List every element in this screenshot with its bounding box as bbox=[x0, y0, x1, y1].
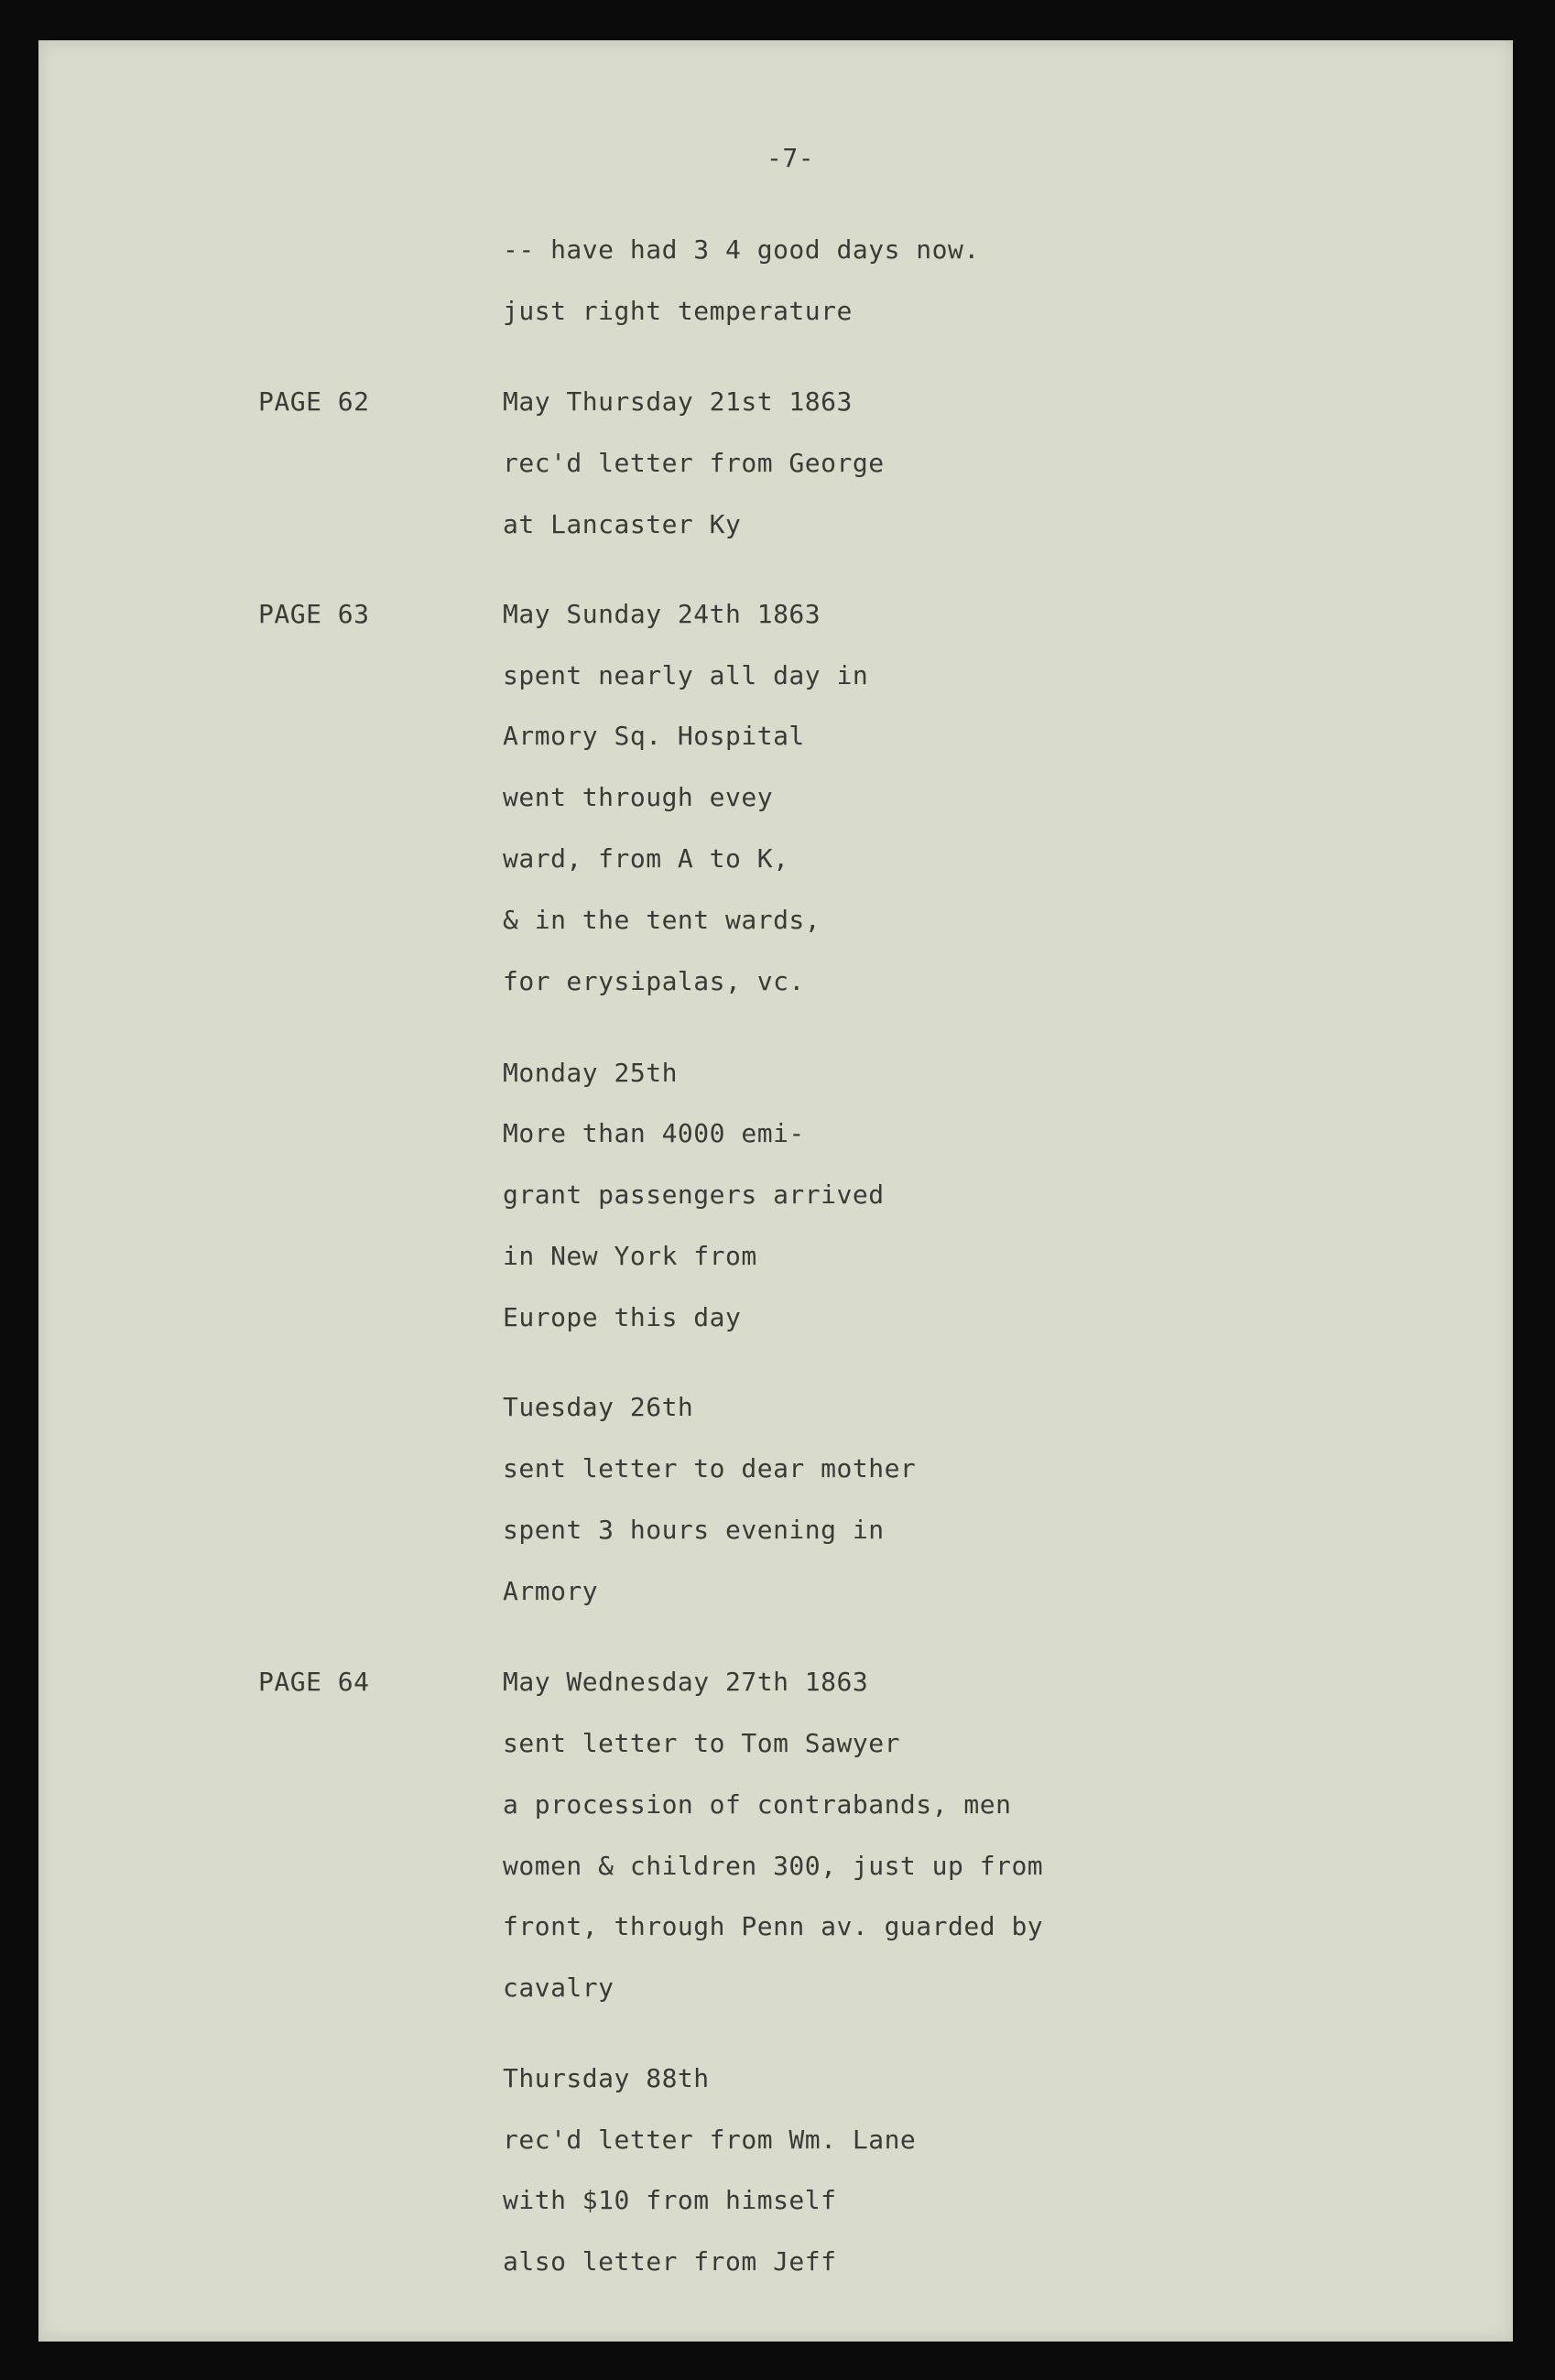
text-line: spent nearly all day in bbox=[503, 660, 869, 690]
text-line: Armory bbox=[503, 1576, 599, 1606]
text-line: with $10 from himself bbox=[503, 2185, 837, 2215]
text-line: also letter from Jeff bbox=[503, 2246, 837, 2277]
text-line: a procession of contrabands, men bbox=[503, 1789, 1012, 1820]
entry-date: May Wednesday 27th 1863 bbox=[503, 1667, 869, 1697]
text-line: spent 3 hours evening in bbox=[503, 1515, 885, 1545]
text-line: women & children 300, just up from bbox=[503, 1851, 1044, 1881]
typewritten-page bbox=[38, 40, 1513, 2342]
entry-date: May Thursday 21st 1863 bbox=[503, 386, 853, 417]
text-line: front, through Penn av. guarded by bbox=[503, 1911, 1044, 1941]
entry-date: Thursday 88th bbox=[503, 2063, 710, 2093]
text-line: cavalry bbox=[503, 1972, 614, 2003]
text-line: sent letter to Tom Sawyer bbox=[503, 1728, 900, 1758]
page-reference-label: PAGE 63 bbox=[258, 599, 370, 629]
entry-date: May Sunday 24th 1863 bbox=[503, 599, 821, 629]
text-line: at Lancaster Ky bbox=[503, 509, 742, 539]
text-line: Europe this day bbox=[503, 1302, 742, 1332]
text-line: sent letter to dear mother bbox=[503, 1453, 917, 1483]
text-line: grant passengers arrived bbox=[503, 1179, 885, 1210]
page-number: -7- bbox=[767, 143, 815, 173]
text-line: in New York from bbox=[503, 1241, 757, 1271]
page-reference-label: PAGE 64 bbox=[258, 1667, 370, 1697]
text-line: rec'd letter from Wm. Lane bbox=[503, 2125, 917, 2155]
text-line: ward, from A to K, bbox=[503, 843, 789, 874]
text-line: More than 4000 emi- bbox=[503, 1118, 805, 1148]
text-line: just right temperature bbox=[503, 296, 853, 326]
text-line: for erysipalas, vc. bbox=[503, 966, 805, 996]
text-line: Armory Sq. Hospital bbox=[503, 721, 805, 751]
entry-date: Monday 25th bbox=[503, 1058, 678, 1088]
text-line: & in the tent wards, bbox=[503, 905, 821, 935]
text-line: -- have had 3 4 good days now. bbox=[503, 234, 980, 265]
text-line: rec'd letter from George bbox=[503, 448, 885, 478]
page-reference-label: PAGE 62 bbox=[258, 386, 370, 417]
entry-date: Tuesday 26th bbox=[503, 1392, 694, 1422]
text-line: went through evey bbox=[503, 782, 774, 812]
